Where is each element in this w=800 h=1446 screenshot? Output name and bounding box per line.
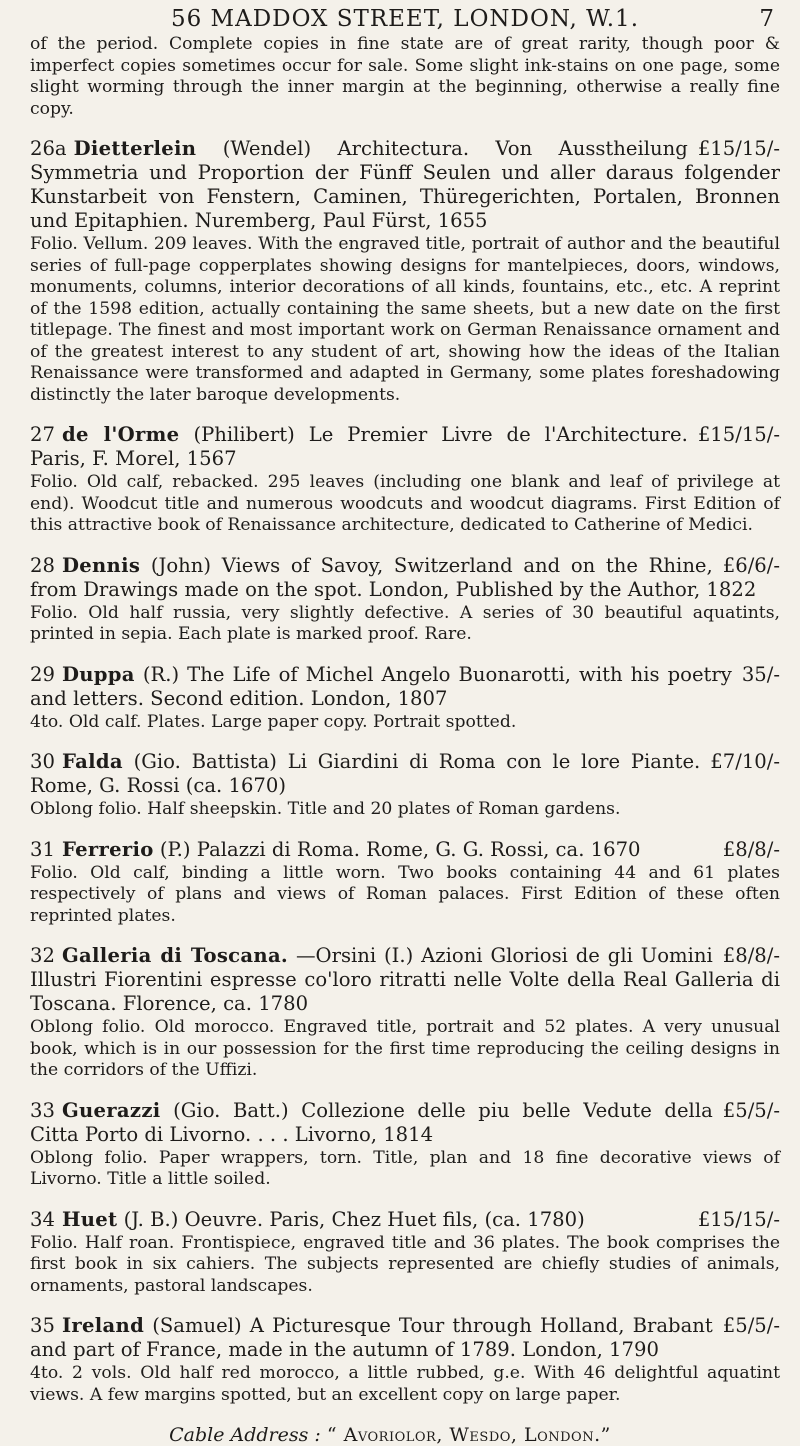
entry-price: £5/5/- [722,1314,780,1337]
entry-author: Dietterlein [73,137,197,160]
entry-description: 4to. 2 vols. Old half red morocco, a little rubbed, g.e. With 46 delightful aquatint views. A few margins spotted, but an excellent copy on large paper. [30,1363,780,1405]
catalogue-entry [30,1208,780,1298]
entry-title: —Orsini (I.) Azioni Gloriosi de gli Uomini Illustri Fiorentini espresse co'loro ritratti nelle Volte della Real Galleria di Toscana. Florence, ca. 1780 [30,944,780,1015]
intro-paragraph: of the period. Complete copies in fine state are of great rarity, though poor & imperfect copies sometimes occur for sale. Some slight ink-stains on one page, some slight worming through the inner margin at the beginning, otherwise a really fine copy. [30,34,780,119]
entry-title: (P.) Palazzi di Roma. Rome, G. G. Rossi, ca. 1670 [159,837,641,861]
entry-price: £8/8/- [722,837,780,861]
entry-price: £7/10/- [710,750,780,773]
entry-number: 27 [30,423,55,446]
entry-description: Oblong folio. Paper wrappers, torn. Title, plan and 18 fine decorative views of Livorno. Title a little soiled. [30,1147,780,1189]
entry-price: £15/15/- [697,423,780,446]
entry-price: £15/15/- [697,137,780,160]
entry-headline [30,1314,780,1362]
entry-headline [30,663,780,711]
page-header [30,0,780,34]
entry-headline [30,137,780,233]
entry-price: £15/15/- [697,1207,780,1231]
entry-title: (Gio. Batt.) Collezione delle piu belle Vedute della Citta Porto di Livorno. . . . Livorno, 1814 [30,1098,713,1146]
entry-description: Oblong folio. Old morocco. Engraved title, portrait and 52 plates. A very unusual book, which is in our possession for the first time reproducing the ceiling designs in the corridors of the Uffizi. [30,1017,780,1080]
entry-description: Folio. Half roan. Frontispiece, engraved title and 36 plates. The book comprises the first book in six cahiers. The subjects represented are chiefly studies of animals, ornaments, pastoral landscapes. [30,1232,780,1296]
entry-description: Folio. Old half russia, very slightly defective. A series of 30 beautiful aquatints, printed in sepia. Each plate is marked proof. Rare. [30,602,780,644]
cable-address-label: Cable Address : [169,1424,321,1446]
catalogue-entry [30,750,780,821]
entry-number: 26a [30,137,67,160]
entry-headline [30,423,780,471]
entry-price: £8/8/- [722,944,780,967]
entry-number: 29 [30,662,55,686]
entry-description: 4to. Old calf. Plates. Large paper copy. Portrait spotted. [30,711,517,732]
entry-headline [30,1099,780,1147]
entry-title: (Samuel) A Picturesque Tour through Holland, Brabant and part of France, made in the autumn of 1789. London, 1790 [30,1314,713,1361]
entry-author: Duppa [61,662,135,686]
entry-author: Galleria di Toscana. [61,944,289,967]
catalogue-entry [30,554,780,646]
cable-address [30,1424,780,1446]
catalogue-entry [30,423,780,537]
entry-headline [30,838,780,862]
catalogue-entry [30,663,780,734]
entry-number: 32 [30,944,55,967]
entry-price: 35/- [741,662,780,686]
entry-author: Ferrerio [61,837,154,861]
entry-author: Dennis [61,553,141,577]
catalogue-entry [30,137,780,406]
entry-number: 31 [30,837,55,861]
page-number: 7 [759,6,774,32]
entry-number: 30 [30,750,55,773]
entry-headline [30,750,780,798]
entry-author: de l'Orme [61,423,180,446]
entry-title: (Philibert) Le Premier Livre de l'Architecture. Paris, F. Morel, 1567 [30,423,688,470]
page-header-title: 56 MADDOX STREET, LONDON, W.1. [170,6,640,32]
catalogue-entry [30,944,780,1082]
entry-number: 35 [30,1314,55,1337]
entry-title: (John) Views of Savoy, Switzerland and on the Rhine, from Drawings made on the spot. London, Published by the Author, 1822 [30,553,757,601]
entry-description: Folio. Old calf, binding a little worn. Two books containing 44 and 61 plates respectively of plans and views of Roman palaces. First Edition of these often reprinted plates. [30,862,780,926]
entry-title: (Gio. Battista) Li Giardini di Roma con le lore Piante. Rome, G. Rossi (ca. 1670) [30,750,701,797]
entry-title: (J. B.) Oeuvre. Paris, Chez Huet fils, (ca. 1780) [123,1207,585,1231]
catalogue-entry [30,1314,780,1406]
entry-title: (Wendel) Architectura. Von Ausstheilung Symmetria und Proportion der Fünff Seulen und aller daraus folgender Kunstarbeit von Fenstern, Caminen, Thüregerichten, Portalen, Bronnen und Epitaphien. Nuremberg, Paul Fürst, 1655 [30,137,780,232]
entry-number: 33 [30,1098,55,1122]
entry-author: Ireland [61,1314,145,1337]
entry-title: (R.) The Life of Michel Angelo Buonarotti, with his poetry and letters. Second edition. London, 1807 [30,662,732,710]
entry-author: Falda [61,750,123,773]
entry-headline [30,554,780,602]
catalogue-entry [30,1099,780,1191]
entry-headline [30,1208,780,1232]
catalogue-entries [30,137,780,1406]
entry-number: 34 [30,1207,55,1231]
entry-price: £6/6/- [722,553,780,577]
entry-description: Folio. Old calf, rebacked. 295 leaves (including one blank and leaf of privilege at end). Woodcut title and numerous woodcuts and woodcut diagrams. First Edition of this attractive book of Renaissance architecture, dedicated to Catherine of Medici. [30,472,780,535]
catalogue-entry [30,838,780,928]
entry-number: 28 [30,553,55,577]
entry-author: Huet [61,1207,118,1231]
entry-headline [30,944,780,1016]
entry-author: Guerazzi [61,1098,161,1122]
entry-price: £5/5/- [722,1098,780,1122]
entry-description: Oblong folio. Half sheepskin. Title and 20 plates of Roman gardens. [30,799,621,819]
entry-description: Folio. Vellum. 209 leaves. With the engraved title, portrait of author and the beautiful series of full-page copperplates showing designs for mantelpieces, doors, windows, monuments, columns, interior decorations of all kinds, fountains, etc., etc. A reprint of the 1598 edition, actually containing the same sheets, but a new date on the first titlepage. The finest and most important work on German Renaissance ornament and of the greatest interest to any student of art, showing how the ideas of the Italian Renaissance were transformed and adapted in Germany, some plates foreshadowing distinctly the later baroque developments. [30,234,780,405]
cable-address-value: “ Avoriolor, Wesdo, London.” [326,1424,611,1446]
